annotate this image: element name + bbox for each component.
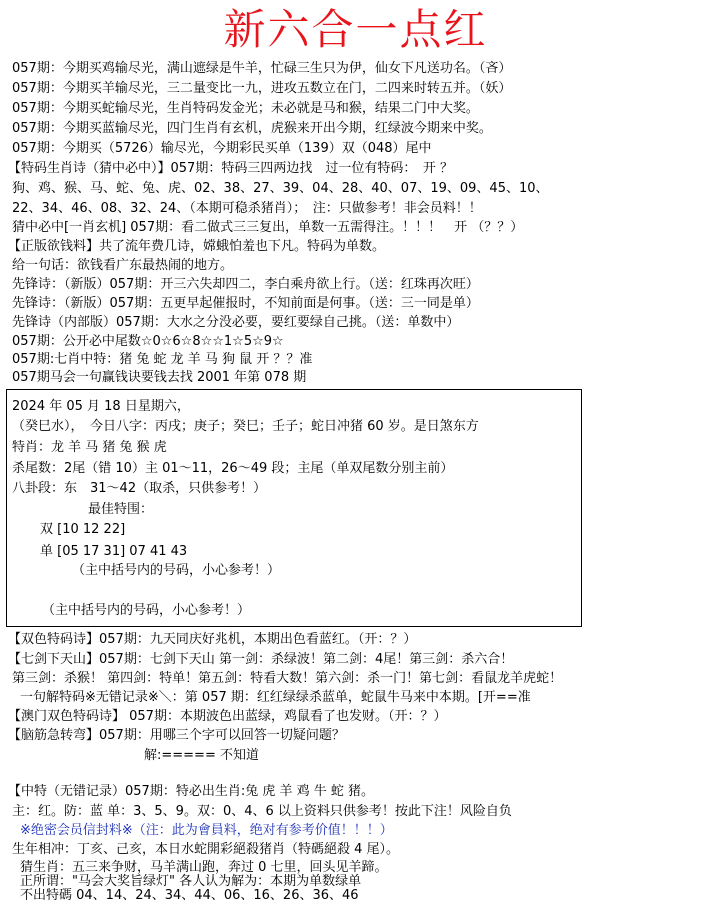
text-line: 【脑筋急转弯】057期：用哪三个字可以回答一切疑问题？	[8, 728, 345, 743]
text-line: 不出特碼 04、14、24、34、44、06、16、26、36、46	[20, 888, 359, 903]
text-line: 【双色特码诗】057期：九天同庆好兆机，本期出色看蓝红。（开：？）	[8, 632, 417, 647]
text-line: 2024 年 05 月 18 日星期六，	[12, 399, 190, 414]
text-line: 057期：今期买蓝输尽光，四门生肖有玄机，虎猴来开出今期，红绿波今期来中奖。	[12, 121, 492, 136]
text-line: 【澳门双色特码诗】 057期：本期波色出蓝绿，鸡鼠看了也发财。（开：？）	[8, 709, 447, 724]
text-line: 狗、鸡、猴、马、蛇、兔、虎、02、38、27、39、04、28、40、07、19、09、45、10、	[12, 181, 549, 196]
text-line: （主中括号内的号码，小心参考！）	[42, 603, 251, 618]
text-line: 057期:七肖中特：猪 兔 蛇 龙 羊 马 狗 鼠 开 ？？准	[12, 352, 313, 367]
text-line: 八卦段：东 31～42（取杀，只供参考！）	[12, 481, 267, 496]
text-line: 解:===== 不知道	[144, 748, 259, 763]
text-line: 最佳特围：	[88, 502, 154, 517]
text-line: 第三剑：杀猴！ 第四剑：特单！第五剑：特看大数！第六剑：杀一门！第七剑：看鼠龙羊虎蛇！	[12, 671, 563, 686]
text-line: 22、34、46、08、32、24、（本期可稳杀猪肖）； 注：只做参考！非会员料！！	[12, 201, 482, 216]
text-line: 主：红。防：蓝 单：3、5、9。双：0、4、6 以上资料只供参考！按此下注！风险自负	[12, 804, 512, 819]
text-line: 给一句话：欲钱看广东最热闹的地方。	[12, 258, 234, 273]
text-line: 一句解特码※无错记录※＼：第 057 期：红红绿绿杀蓝单，蛇鼠牛马来中本期。[开==准	[20, 690, 531, 705]
text-line: 【特码生肖诗（猜中必中）】057期：特码三四两边找 过一位有特码： 开 ？	[8, 161, 453, 176]
text-line: 057期马会一句赢钱诀要钱去找 2001 年第 078 期	[12, 370, 307, 385]
text-line: ※绝密会员信封料※（注：此为會員料，绝对有参考价值！！！）	[20, 823, 393, 838]
text-line: 057期：今期买蛇输尽光，生肖特码发金光；未必就是马和猴，结果二门中大奖。	[12, 101, 479, 116]
text-line: 先锋诗：（新版）057期：开三六失却四二，李白乘舟欲上行。（送：红珠再次旺）	[12, 277, 479, 292]
text-line: 【七剑下天山】057期：七剑下天山 第一剑：杀绿波！第二剑：4尾！第三剑：杀六合！	[8, 652, 514, 667]
text-line: 先锋诗：（新版）057期：五更早起催报时，不知前面是何事。（送：三一同是单）	[12, 296, 479, 311]
text-line: 双 [10 12 22]	[40, 522, 126, 537]
text-line: 猜中必中[一肖玄机] 057期：看二做式三三复出，单数一五需得注。！！！ 开 （？？）	[12, 220, 524, 235]
text-line: 杀尾数：2尾（错 10）主 01～11，26～49 段；主尾（单双尾数分别主前）	[12, 461, 454, 476]
text-line: 先锋诗（内部版）057期：大水之分没必要，要红要绿自己挑。（送：单数中）	[12, 315, 460, 330]
text-line: 特肖：龙 羊 马 猪 兔 猴 虎	[12, 440, 167, 455]
text-line: 生年相冲：丁亥、己亥，本日水蛇開彩絕殺猪肖（特碼絕殺 4 尾）。	[12, 842, 400, 857]
text-line: 正所谓："马会大奖旨绿灯" 各人认为解为：本期为单数绿单	[20, 874, 362, 889]
text-line: （主中括号内的号码，小心参考！）	[72, 563, 281, 578]
text-line: （癸巳水）， 今日八字：丙戌；庚子；癸巳；壬子；蛇日冲猪 60 岁。是日煞东方	[12, 419, 479, 434]
text-line: 【正版欲钱料】共了流年费几诗，嫦蛾怕羞也下凡。特码为单数。	[8, 239, 386, 254]
text-line: 【中特（无错记录）057期：特必出生肖:兔 虎 羊 鸡 牛 蛇 猪。	[8, 784, 374, 799]
text-line: 057期：今期买鸡输尽光，满山遮绿是牛羊，忙碌三生只为伊，仙女下凡送功名。（吝）	[12, 61, 512, 76]
text-line: 单 [05 17 31] 07 41 43	[40, 544, 188, 559]
text-line: 猜生肖：五三来争财，马羊满山跑，奔过 0 七里，回头见羊蹄。	[20, 860, 388, 875]
text-line: 057期：今期买（5726）输尽光，今期彩民买单（139）双（048）尾中	[12, 141, 432, 156]
text-line: 057期：公开必中尾数☆0☆6☆8☆☆1☆5☆9☆	[12, 334, 284, 349]
text-line: 057期：今期买羊输尽光，三二量变比一九，进攻五数立在门，二四来时转五并。（妖）	[12, 81, 512, 96]
page-title: 新六合一点红	[223, 5, 488, 54]
